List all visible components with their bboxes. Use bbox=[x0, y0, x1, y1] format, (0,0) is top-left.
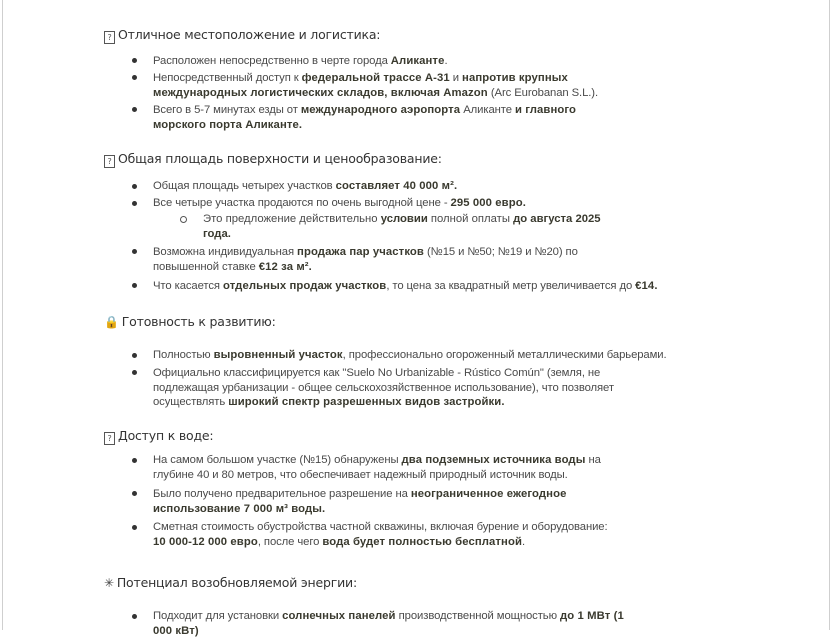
list-item: На самом большом участке (№15) обнаружены два подземных источника воды на глубине 40 и 80 метров, что обеспечивает надежный природный источник воды. bbox=[153, 454, 601, 481]
bullet-icon bbox=[132, 283, 137, 288]
water-heading: ? Доступ к воде: bbox=[104, 428, 213, 445]
bullet-icon bbox=[132, 201, 137, 206]
bullet-icon bbox=[132, 370, 137, 375]
bullet-icon bbox=[132, 353, 137, 358]
development-heading: 🔒 Готовность к развитию: bbox=[104, 314, 276, 329]
bullet-icon bbox=[132, 491, 137, 496]
unknown-glyph-icon: ? bbox=[104, 155, 115, 168]
list-item: Расположен непосредственно в черте города Аликанте. bbox=[153, 55, 448, 67]
sub-bullet-icon bbox=[180, 216, 187, 223]
bullet-icon bbox=[132, 184, 137, 189]
lock-icon: 🔒 bbox=[104, 315, 119, 329]
list-item: Всего в 5-7 минутах езды от международного аэропорта Аликанте и главного морского порта Аликанте. bbox=[153, 104, 577, 131]
unknown-glyph-icon: ? bbox=[104, 432, 115, 445]
area-heading: ? Общая площадь поверхности и ценообразование: bbox=[104, 151, 442, 168]
list-item: Было получено предварительное разрешение на неограниченное ежегодное использование 7 000 м³ воды. bbox=[153, 488, 567, 515]
location-heading: ? Отличное местоположение и логистика: bbox=[104, 27, 380, 44]
bullet-icon bbox=[132, 58, 137, 63]
list-item: Непосредственный доступ к федеральной трассе А-31 и напротив крупных международных логистических складов, включая Amazon (Arc Eurobanan S.L.). bbox=[153, 72, 599, 99]
bullet-icon bbox=[132, 614, 137, 619]
bullet-icon bbox=[132, 525, 137, 530]
bullet-icon bbox=[132, 458, 137, 463]
unknown-glyph-icon: ? bbox=[104, 31, 115, 44]
bullet-icon bbox=[132, 249, 137, 254]
sun-icon: ✳ bbox=[104, 576, 114, 590]
bullet-icon bbox=[132, 107, 137, 112]
list-item: Полностью выровненный участок, профессионально огороженный металлическими барьерами. bbox=[153, 349, 667, 361]
energy-heading: ✳ Потенциал возобновляемой энергии: bbox=[104, 575, 357, 590]
list-item: Официально классифицируется как "Suelo No Urbanizable - Rústico Común" (земля, не подлежащая урбанизации - общее сельскохозяйственное использование), что позволяет осуществлять широкий спектр разрешенных видов застройки. bbox=[153, 367, 614, 408]
list-item: Возможна индивидуальная продажа пар участков (№15 и №50; №19 и №20) по повышенной ставке €12 за м². bbox=[153, 246, 578, 273]
list-item: Что касается отдельных продаж участков, то цена за квадратный метр увеличивается до €14. bbox=[153, 280, 658, 292]
list-item: Общая площадь четырех участков составляет 40 000 м². bbox=[153, 180, 458, 192]
page-edge-right bbox=[829, 0, 830, 630]
list-item: Подходит для установки солнечных панелей производственной мощностью до 1 МВт (1 000 кВт) bbox=[153, 610, 624, 637]
list-item: Сметная стоимость обустройства частной скважины, включая бурение и оборудование: 10 000-12 000 евро, после чего вода будет полностью бесплатной. bbox=[153, 521, 608, 548]
bullet-icon bbox=[132, 75, 137, 80]
page-edge-left bbox=[2, 0, 3, 630]
list-item: Все четыре участка продаются по очень выгодной цене - 295 000 евро. bbox=[153, 197, 526, 209]
sub-list-item: Это предложение действительно условии полной оплаты до августа 2025 года. bbox=[203, 213, 601, 240]
